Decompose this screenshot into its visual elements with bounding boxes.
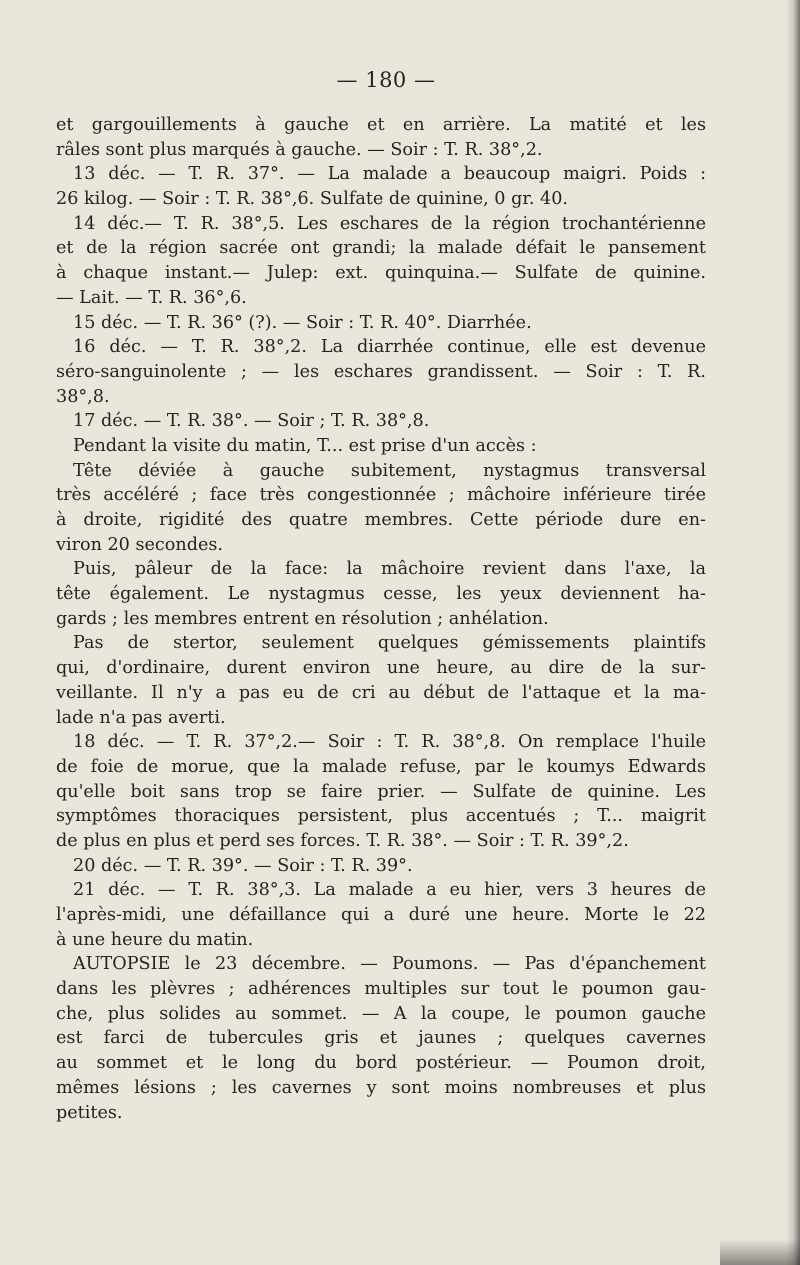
text-line: lade n'a pas averti.: [56, 707, 226, 728]
text-line: et de la région sacrée ont grandi; la malade défait le pansement: [56, 238, 706, 259]
text-line: 16 déc. — T. R. 38°,2. La diarrhée continue, elle est devenue: [73, 337, 706, 358]
text-line: — Lait. — T. R. 36°,6.: [56, 287, 247, 308]
text-line: symptômes thoraciques persistent, plus accentués ; T... maigrit: [56, 806, 706, 827]
text-line: de plus en plus et perd ses forces. T. R. 38°. — Soir : T. R. 39°,2.: [56, 830, 629, 851]
text-line: 13 déc. — T. R. 37°. — La malade a beaucoup maigri. Poids :: [73, 164, 706, 185]
text-line: 38°,8.: [56, 386, 110, 407]
text-line: gards ; les membres entrent en résolution ; anhélation.: [56, 608, 549, 629]
text-line: Tête déviée à gauche subitement, nystagmus transversal: [73, 460, 706, 481]
text-line: très accéléré ; face très congestionnée ; mâchoire inférieure tirée: [56, 485, 706, 506]
text-line: Pendant la visite du matin, T... est prise d'un accès :: [73, 435, 537, 456]
text-line: au sommet et le long du bord postérieur. — Poumon droit,: [56, 1053, 706, 1074]
binding-shadow: [786, 0, 800, 1265]
corner-shadow: [720, 1239, 800, 1265]
text-line: à une heure du matin.: [56, 929, 254, 950]
text-line: séro-sanguinolente ; — les eschares grandissent. — Soir : T. R.: [56, 361, 706, 382]
text-line: 18 déc. — T. R. 37°,2.— Soir : T. R. 38°,8. On remplace l'huile: [73, 732, 706, 753]
text-line: 26 kilog. — Soir : T. R. 38°,6. Sulfate de quinine, 0 gr. 40.: [56, 189, 568, 210]
text-line: Puis, pâleur de la face: la mâchoire revient dans l'axe, la: [73, 559, 706, 580]
text-line: de foie de morue, que la malade refuse, par le koumys Edwards: [56, 756, 706, 777]
text-line: dans les plèvres ; adhérences multiples sur tout le poumon gau-: [56, 979, 706, 1000]
text-line: et gargouillements à gauche et en arrière. La matité et les: [56, 115, 706, 135]
text-line: est farci de tubercules gris et jaunes ; quelques cavernes: [56, 1028, 706, 1049]
text-line: petites.: [56, 1102, 123, 1123]
text-line: qui, d'ordinaire, durent environ une heure, au dire de la sur-: [56, 658, 706, 679]
page-number: — 180 —: [336, 68, 436, 92]
text-line: Pas de stertor, seulement quelques gémissements plaintifs: [73, 633, 706, 654]
text-line: AUTOPSIE le 23 décembre. — Poumons. — Pas d'épanchement: [73, 954, 706, 975]
text-line: 15 déc. — T. R. 36° (?). — Soir : T. R. 40°. Diarrhée.: [73, 312, 532, 333]
body-text: [56, 113, 706, 1125]
text-line: à droite, rigidité des quatre membres. Cette période dure en-: [56, 510, 706, 530]
text-line: viron 20 secondes.: [56, 534, 223, 555]
text-line: qu'elle boit sans trop se faire prier. — Sulfate de quinine. Les: [56, 781, 706, 802]
text-line: 20 déc. — T. R. 39°. — Soir : T. R. 39°.: [73, 855, 413, 876]
text-line: râles sont plus marqués à gauche. — Soir : T. R. 38°,2.: [56, 139, 543, 160]
text-line: mêmes lésions ; les cavernes y sont moins nombreuses et plus: [56, 1077, 706, 1098]
text-line: 14 déc.— T. R. 38°,5. Les eschares de la région trochantérienne: [73, 213, 706, 234]
text-line: che, plus solides au sommet. — A la coupe, le poumon gauche: [56, 1003, 706, 1024]
text-line: 17 déc. — T. R. 38°. — Soir ; T. R. 38°,8.: [73, 411, 430, 432]
text-line: à chaque instant.— Julep: ext. quinquina.— Sulfate de quinine.: [56, 263, 706, 284]
text-line: l'après-midi, une défaillance qui a duré une heure. Morte le 22: [56, 905, 706, 925]
text-line: veillante. Il n'y a pas eu de cri au début de l'attaque et la ma-: [56, 682, 706, 703]
text-line: tête également. Le nystagmus cesse, les yeux deviennent ha-: [56, 584, 706, 605]
text-line: 21 déc. — T. R. 38°,3. La malade a eu hier, vers 3 heures de: [73, 880, 706, 901]
